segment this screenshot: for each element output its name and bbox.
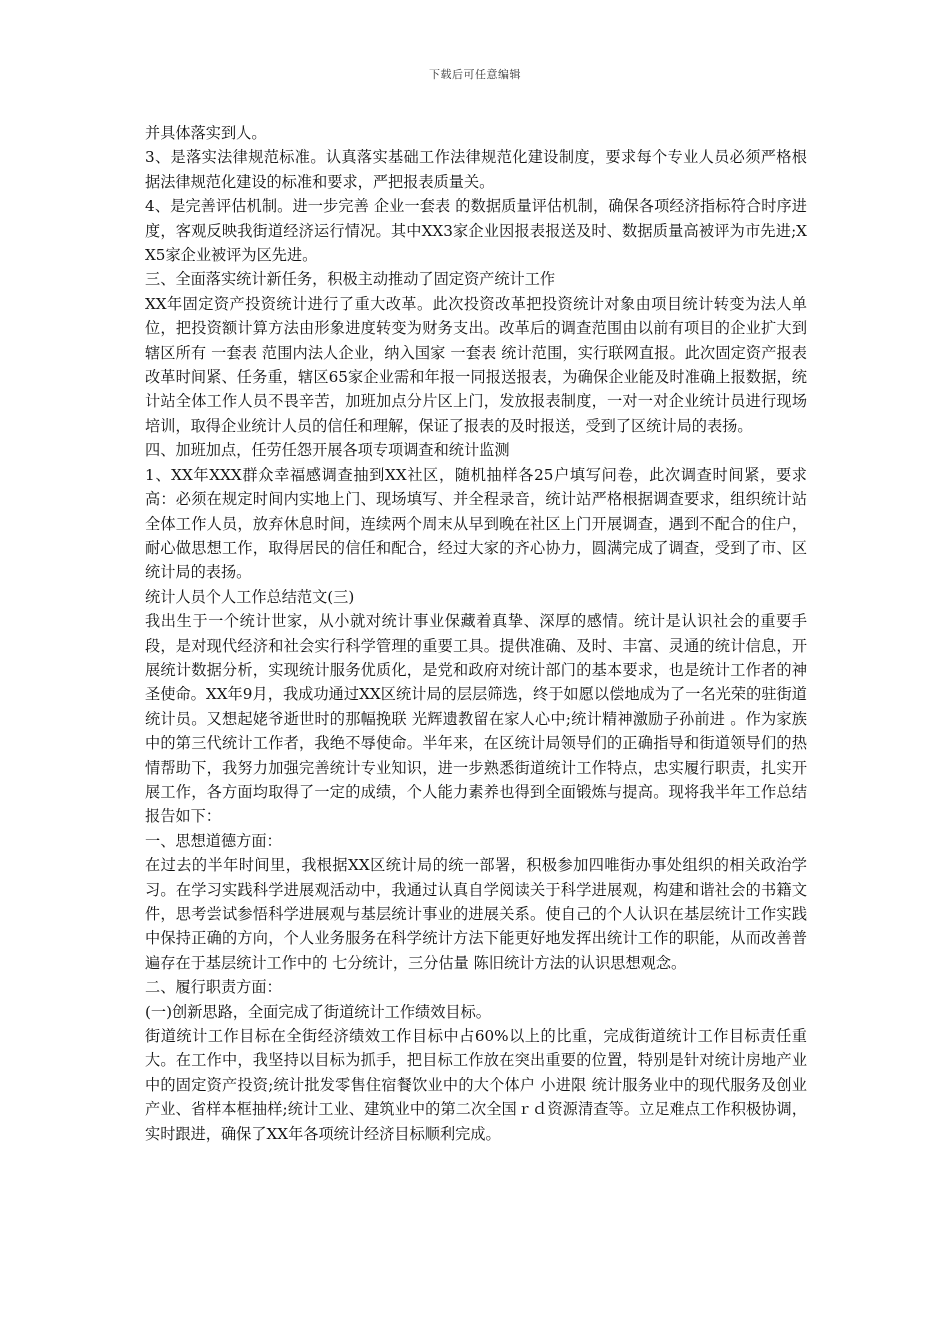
- paragraph: 街道统计工作目标在全街经济绩效工作目标中占60%以上的比重，完成街道统计工作目标责任重大。在工作中，我坚持以目标为抓手，把目标工作放在突出重要的位置，特别是针对统计房地产业中的固定资产投资;统计批发零售住宿餐饮业中的大个体户 小进限 统计服务业中的现代服务及创业产业、省样本框抽样;统计工业、建筑业中的第二次全国ｒｄ资源清查等。立足难点工作积极协调，实时跟进，确保了XX年各项统计经济目标顺利完成。: [145, 1027, 807, 1143]
- section-heading: 四、加班加点，任劳任怨开展各项专项调查和统计监测: [145, 441, 510, 460]
- paragraph: XX年固定资产投资统计进行了重大改革。此次投资改革把投资统计对象由项目统计转变为法人单位，把投资额计算方法由形象进度转变为财务支出。改革后的调查范围由以前有项目的企业扩大到辖区所有 一套表 范围内法人企业，纳入国家 一套表 统计范围，实行联网直报。此次固定资产报表改革时间紧、任务重，辖区65家企业需和年报一同报送报表，为确保企业能及时准确上报数据，统计站全体工作人员不畏辛苦，加班加点分片区上门，发放报表制度，一对一对企业统计员进行现场培训，取得企业统计人员的信任和理解，保证了报表的及时报送，受到了区统计局的表扬。: [145, 294, 807, 435]
- paragraph: 1、XX年XXX群众幸福感调查抽到XX社区，随机抽样各25户填写问卷，此次调查时间紧，要求高：必须在规定时间内实地上门、现场填写、并全程录音，统计站严格根据调查要求，组织统计站全体工作人员，放弃休息时间，连续两个周末从早到晚在社区上门开展调查，遇到不配合的住户，耐心做思想工作，取得居民的信任和配合，经过大家的齐心协力，圆满完成了调查，受到了市、区统计局的表扬。: [145, 465, 807, 582]
- paragraph: 并具体落实到人。: [145, 124, 267, 142]
- document-subtitle: 统计人员个人工作总结范文(三): [145, 587, 355, 606]
- paragraph: 在过去的半年时间里，我根据XX区统计局的统一部署，积极参加四唯街办事处组织的相关政治学习。在学习实践科学进展观活动中，我通过认真自学阅读关于科学进展观，构建和谐社会的书籍文件，思考尝试参悟科学进展观与基层统计事业的进展关系。使自己的个人认识在基层统计工作实践中保持正确的方向，个人业务服务在科学统计方法下能更好地发挥出统计工作的职能，从而改善普遍存在于基层统计工作中的 七分统计，三分估量 陈旧统计方法的认识思想观念。: [145, 856, 807, 972]
- paragraph: 我出生于一个统计世家，从小就对统计事业保藏着真挚、深厚的感情。统计是认识社会的重要手段，是对现代经济和社会实行科学管理的重要工具。提供准确、及时、丰富、灵通的统计信息，开展统计数据分析，实现统计服务优质化，是党和政府对统计部门的基本要求，也是统计工作者的神圣使命。XX年9月，我成功通过XX区统计局的层层筛选，终于如愿以偿地成为了一名光荣的驻街道统计员。又想起姥爷逝世时的那幅挽联 光辉遗教留在家人心中;统计精神激励子孙前进 。作为家族中的第三代统计工作者，我绝不辱使命。半年来，在区统计局领导们的正确指导和街道领导们的热情帮助下，我努力加强完善统计专业知识，进一步熟悉街道统计工作特点，忠实履行职责，扎实开展工作，各方面均取得了一定的成绩，个人能力素养也得到全面锻炼与提高。现将我半年工作总结报告如下：: [145, 612, 807, 826]
- document-body: [145, 121, 807, 1146]
- paragraph: 3、是落实法律规范标准。认真落实基础工作法律规范化建设制度，要求每个专业人员必须严格根据法律规范化建设的标准和要求，严把报表质量关。: [145, 148, 807, 191]
- sub-heading: (一)创新思路，全面完成了街道统计工作绩效目标。: [145, 1002, 491, 1021]
- section-heading: 三、全面落实统计新任务，积极主动推动了固定资产统计工作: [145, 270, 556, 289]
- section-heading: 一、思想道德方面：: [145, 831, 282, 850]
- section-heading: 二、履行职责方面：: [145, 978, 282, 997]
- paragraph: 4、是完善评估机制。进一步完善 企业一套表 的数据质量评估机制，确保各项经济指标符合时序进度，客观反映我街道经济运行情况。其中XX3家企业因报表报送及时、数据质量高被评为市先进;XX5家企业被评为区先进。: [145, 197, 807, 265]
- page-header: 下载后可任意编辑: [429, 68, 521, 81]
